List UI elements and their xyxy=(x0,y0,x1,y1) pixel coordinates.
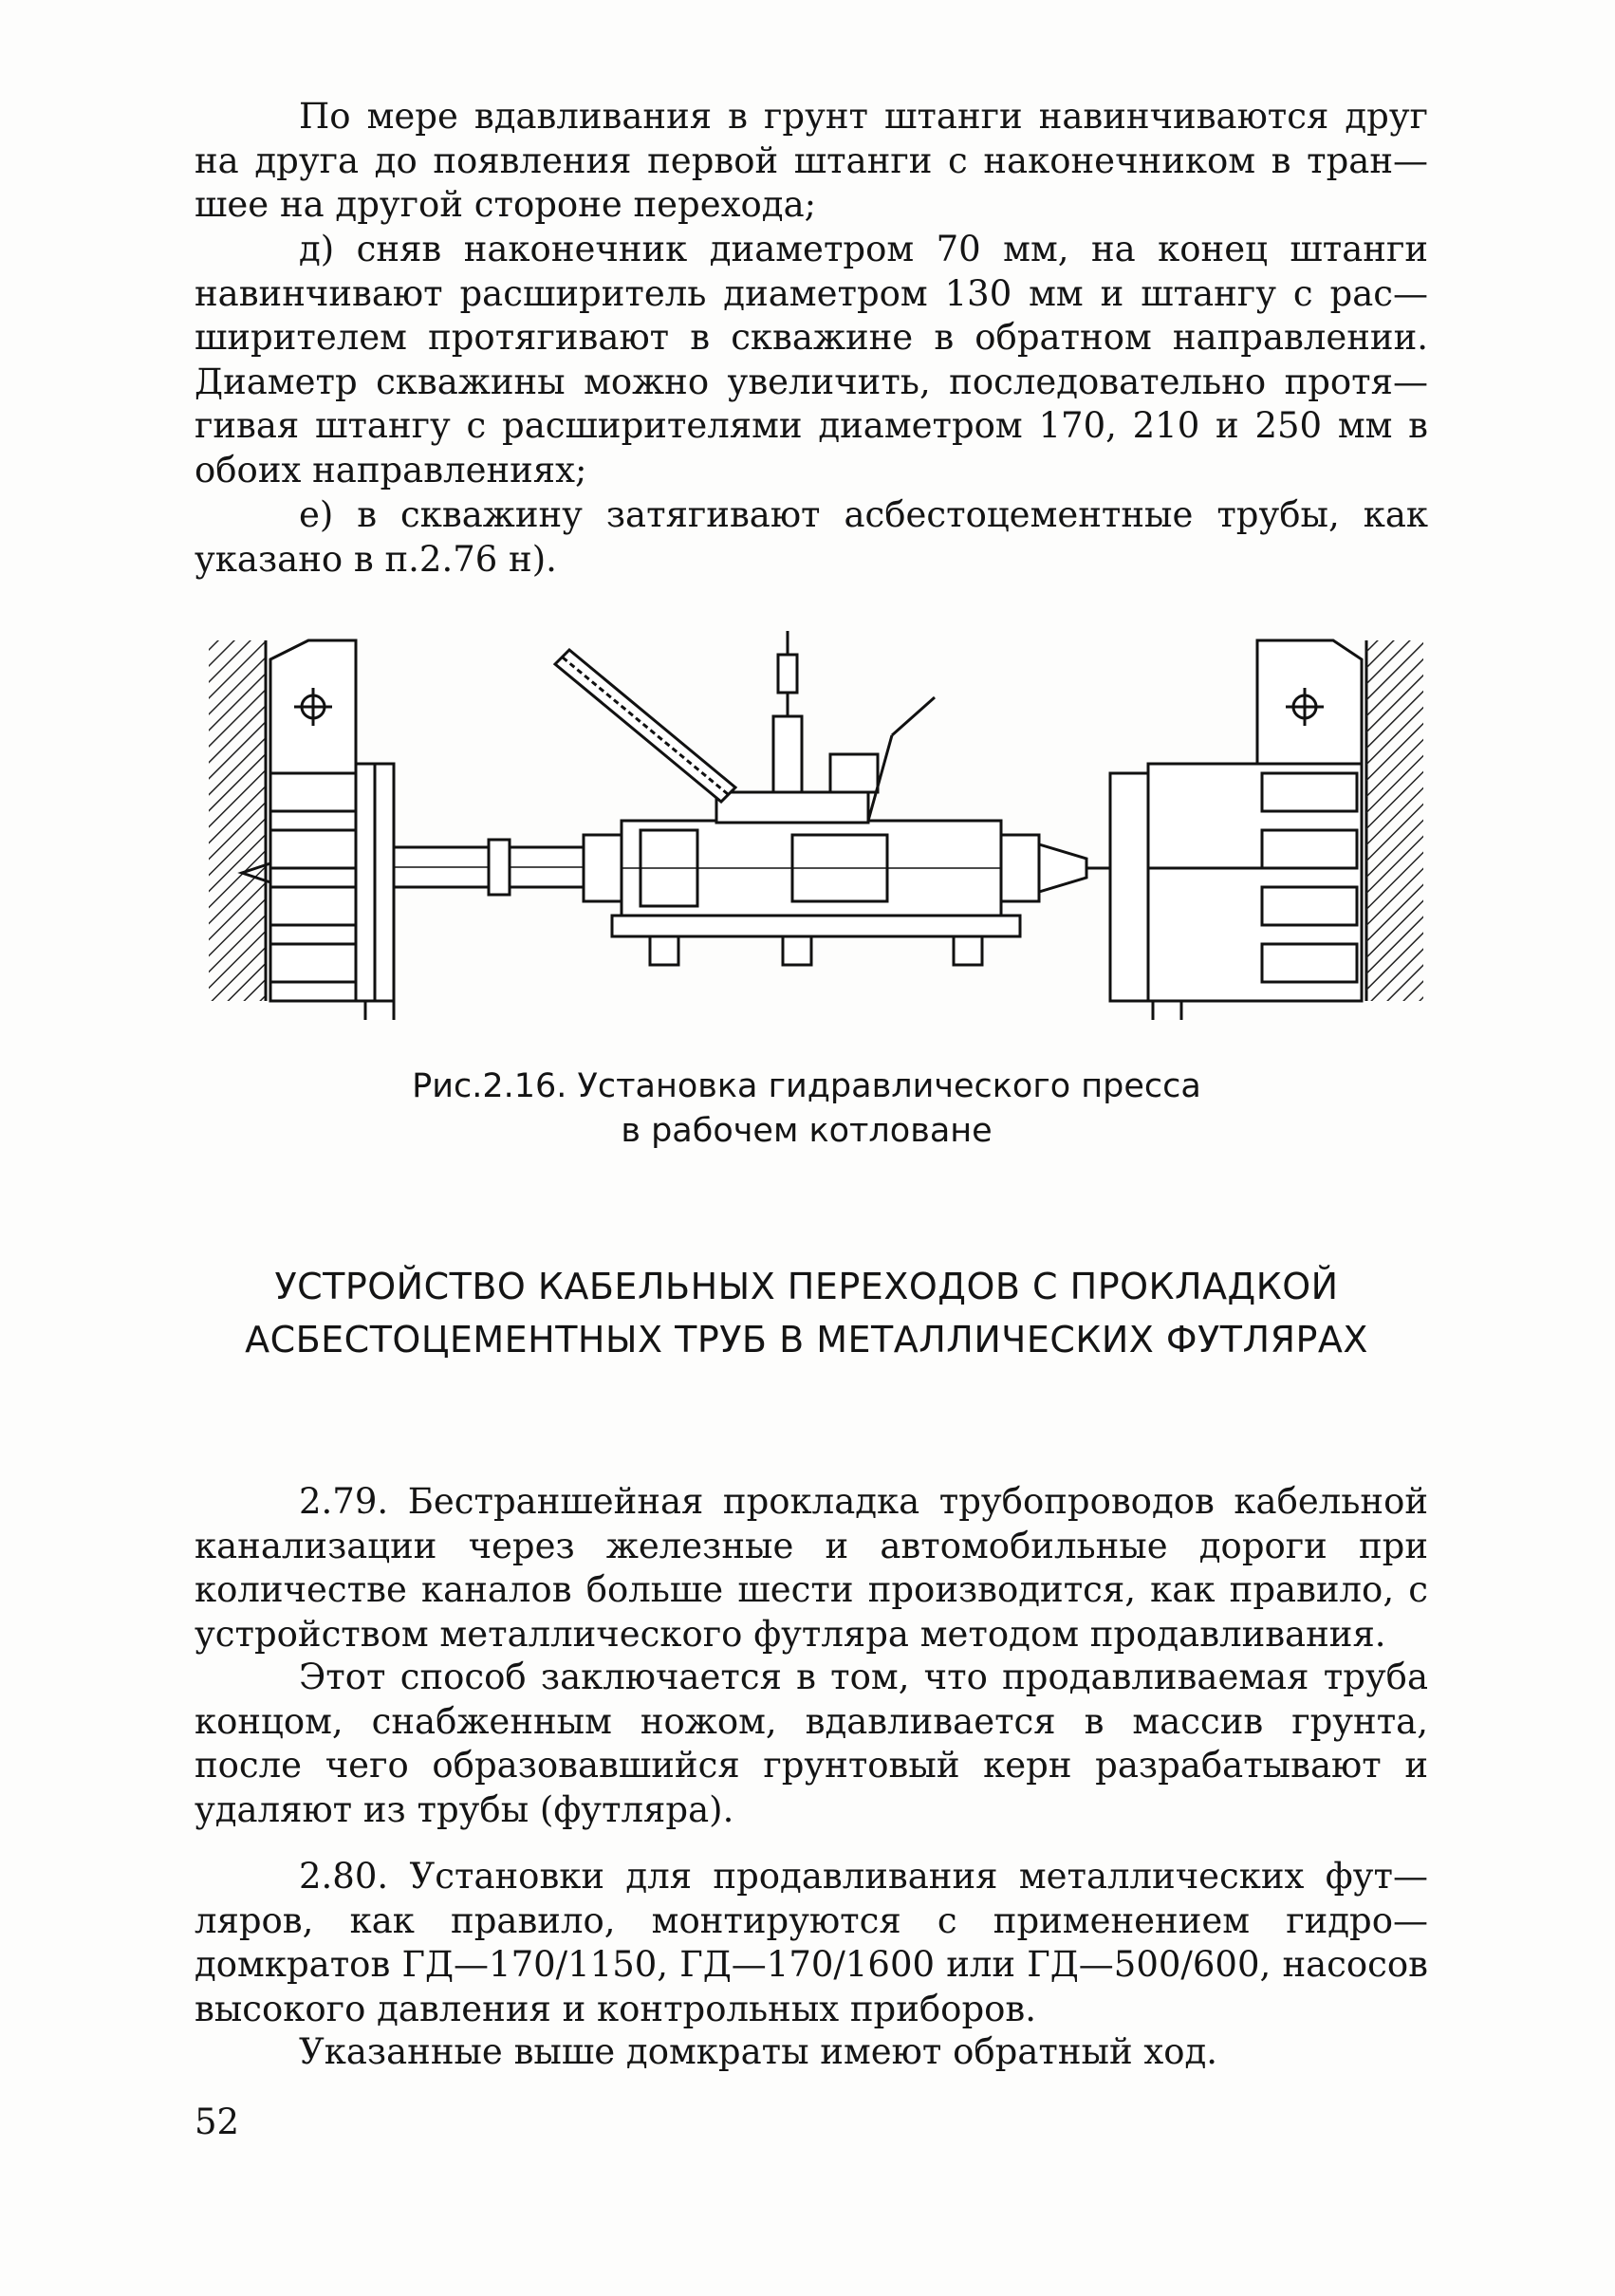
page-number: 52 xyxy=(195,2102,240,2142)
paragraph-p2: д) сняв наконечник диаметром 70 мм, на конец штанги навинчивают расширитель диаметром 130 мм и штангу с рас—ширителем протягивают в скважине в обратном направлении. Диаметр скважины можно увеличить, последовательно протя—гивая штангу с расширителями диаметром 170, 210 и 250 мм в обоих направлениях; xyxy=(195,229,1428,491)
paragraph-2-80: 2.80. Установки для продавливания металлических фут—ляров, как правило, монтируются с применением гидро—домкратов ГД—170/1150, ГД—170/1600 или ГД—500/600, насосов высокого давления и контрольных приборов. xyxy=(195,1856,1428,2029)
paragraph-p1: По мере вдавливания в грунт штанги навинчиваются друг на друга до появления первой штанги с наконечником в тран—шее на другой стороне перехода; xyxy=(195,96,1428,225)
drawing-svg xyxy=(204,621,1428,1020)
paragraph-p3: е) в скважину затягивают асбестоцементные трубы, как указано в п.2.76 н). xyxy=(195,494,1428,580)
heading-line-1: УСТРОЙСТВО КАБЕЛЬНЫХ ПЕРЕХОДОВ С ПРОКЛАДКОЙ xyxy=(274,1266,1339,1307)
left-soil-hatch xyxy=(209,640,266,1001)
caption-line-1: Рис.2.16. Установка гидравлического пресса xyxy=(412,1067,1201,1105)
paragraph-method: Этот способ заключается в том, что продавливаемая труба концом, снабженным ножом, вдавливается в массив грунта, после чего образовавшийся грунтовый керн разрабатывают и удаляют из трубы (футляра). xyxy=(195,1657,1428,1830)
heading-line-2: АСБЕСТОЦЕМЕНТНЫХ ТРУБ В МЕТАЛЛИЧЕСКИХ ФУТЛЯРАХ xyxy=(245,1319,1368,1361)
press-installation-drawing xyxy=(204,621,1428,1020)
section-heading xyxy=(142,1260,1471,1366)
caption-line-2: в рабочем котловане xyxy=(621,1112,993,1150)
press-base xyxy=(612,916,1020,936)
right-soil-hatch xyxy=(1366,640,1423,1001)
paragraph-reverse-stroke: Указанные выше домкраты имеют обратный ход. xyxy=(299,2031,1218,2072)
paragraph-2-79: 2.79. Бестраншейная прокладка трубопроводов кабельной канализации через железные и автомобильные дороги при количестве каналов больше шести производится, как правило, с устройством металлического футляра методом продавливания. xyxy=(195,1481,1428,1655)
figure-caption xyxy=(285,1065,1328,1154)
